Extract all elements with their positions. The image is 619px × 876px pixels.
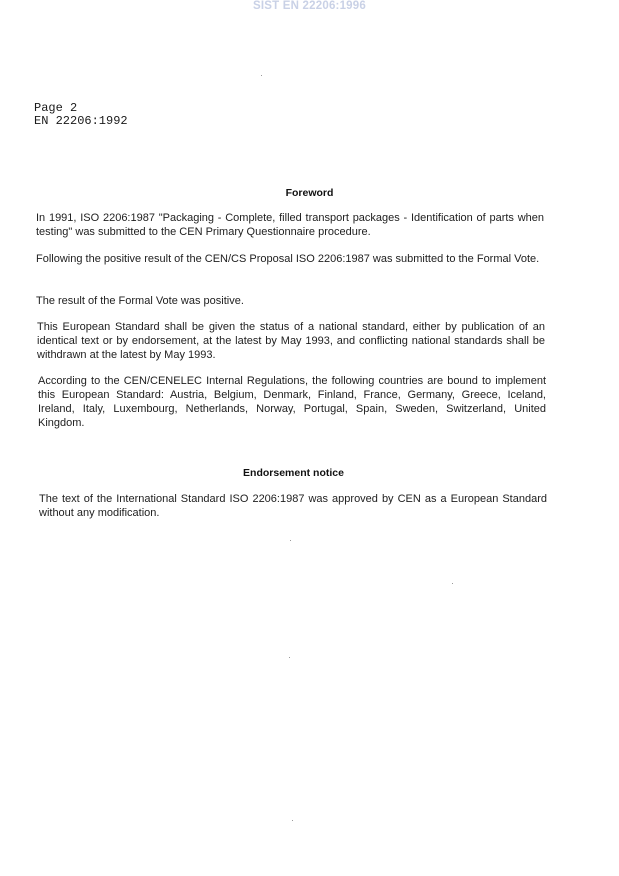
- foreword-paragraph-3: The result of the Formal Vote was positive.: [36, 295, 244, 307]
- watermark: SIST EN 22206:1996: [253, 0, 366, 12]
- standard-number: EN 22206:1992: [34, 114, 128, 128]
- endorsement-heading: Endorsement notice: [243, 467, 344, 479]
- scan-speck: [290, 540, 291, 541]
- page-number: Page 2: [34, 101, 78, 115]
- foreword-paragraph-4: This European Standard shall be given the status of a national standard, either by publication of an identical text or by endorsement, at the latest by May 1993, and conflicting national standards shall be withdrawn at the latest by May 1993.: [37, 321, 545, 361]
- scan-speck: [261, 75, 262, 76]
- foreword-paragraph-5: According to the CEN/CENELEC Internal Regulations, the following countries are bound to implement this European Standard: Austria, Belgium, Denmark, Finland, France, Germany, Greece, Iceland, Ireland, Italy, Luxembourg, Netherlands, Norway, Portugal, Spain, Sweden, Switzerland, United Kingdom.: [38, 375, 546, 429]
- foreword-heading: Foreword: [285, 187, 334, 199]
- page-header: [34, 102, 128, 128]
- scan-speck: [292, 820, 293, 821]
- scan-speck: [452, 583, 453, 584]
- endorsement-text: The text of the International Standard ISO 2206:1987 was approved by CEN as a European Standard without any modification.: [39, 493, 547, 519]
- foreword-paragraph-1: In 1991, ISO 2206:1987 "Packaging - Complete, filled transport packages - Identification of parts when testing" was submitted to the CEN Primary Questionnaire procedure.: [36, 212, 544, 238]
- scan-speck: [289, 657, 290, 658]
- foreword-paragraph-2: Following the positive result of the CEN/CS Proposal ISO 2206:1987 was submitted to the Formal Vote.: [36, 253, 540, 265]
